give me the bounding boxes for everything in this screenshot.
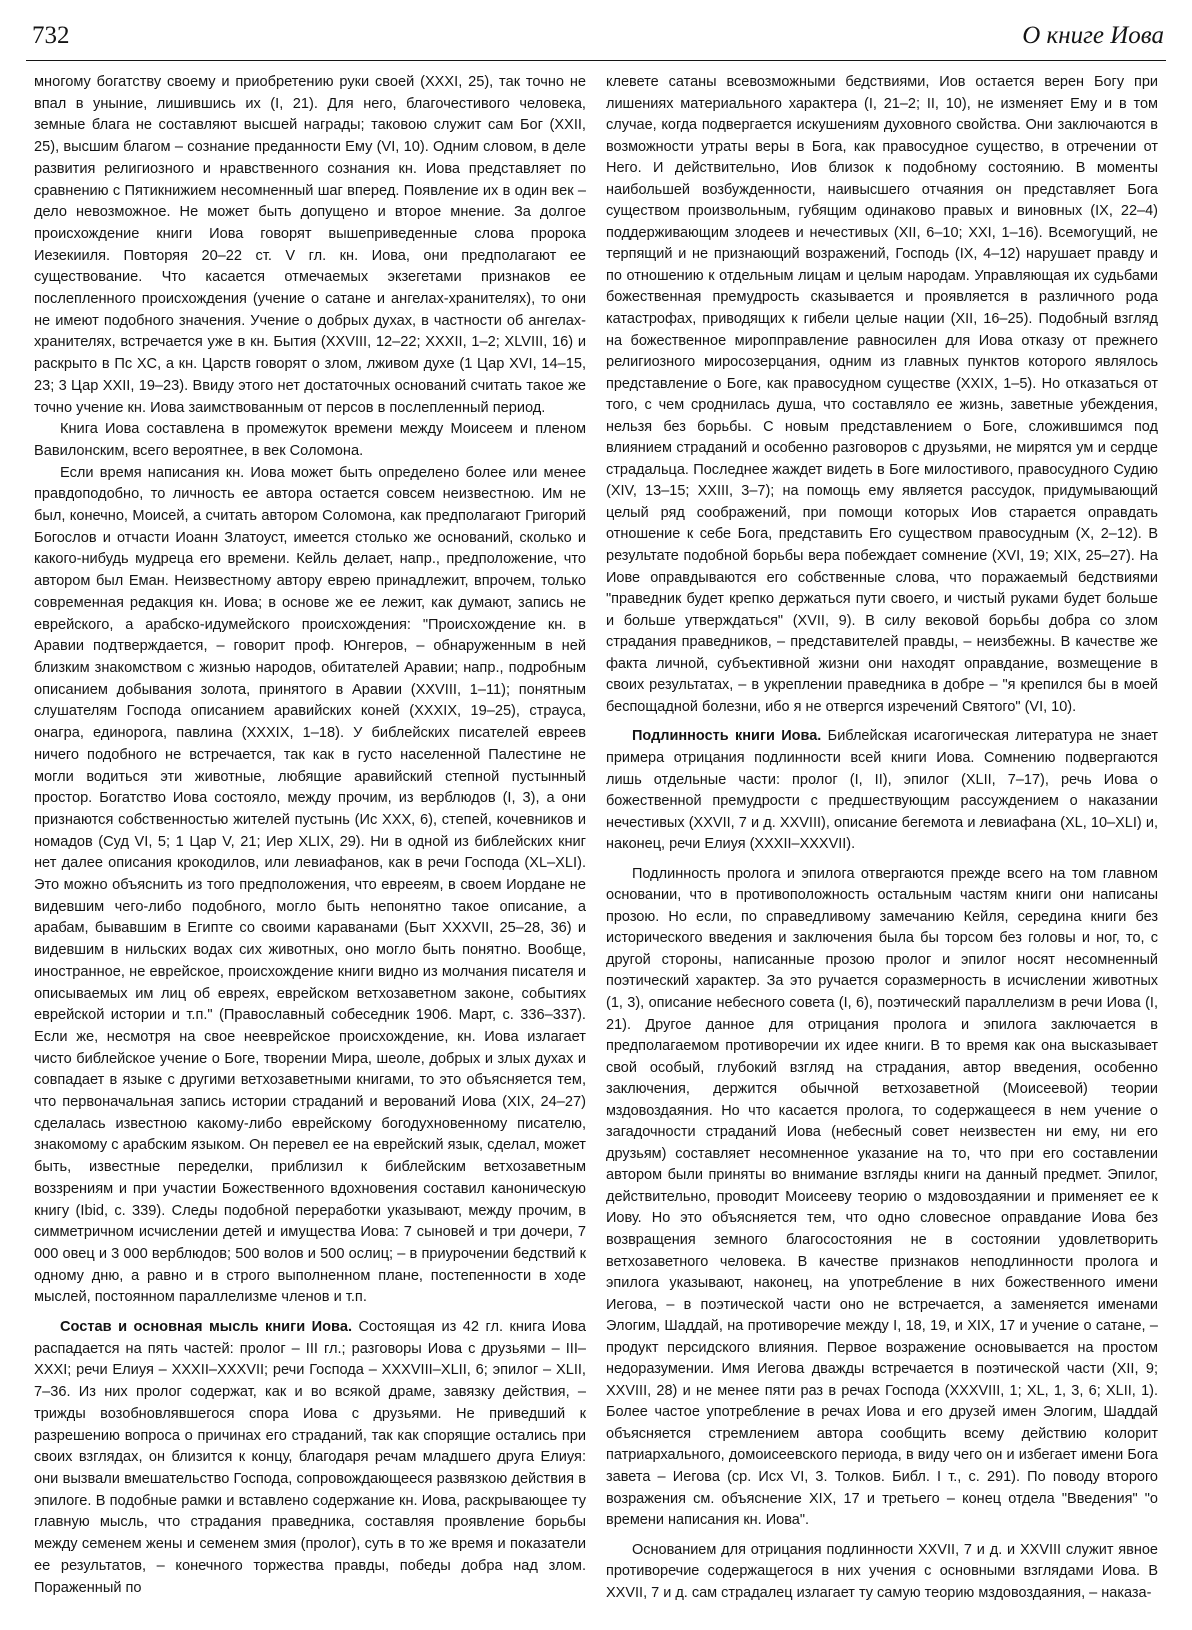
- page-header: [26, 14, 1166, 58]
- paragraph-text: Если время написания кн. Иова может быть определено более или менее правдоподобно, то личность ее автора остается совсем неизвестною. Им не был, конечно, Моисей, а считать автором Соломона, как предполагают Григорий Богослов и отчасти Иоанн Златоуст, имеется столько же оснований, сколько и какого-нибудь мудреца его времени. Кейль делает, напр., предположение, что автором был Еман. Неизвестному автору еврею принадлежит, впрочем, только современная редакция кн. Иова; в основе же ее лежит, как думают, запись не еврейского, а арабско-идумейского происхождения: "Происхождение кн. в Аравии подтверждается, – говорит проф. Юнгеров, – обнаруженным в ней близким знакомством с жизнью народов, обитателей Аравии; напр., подробным описанием добывания золота, принятого в Аравии (XXVIII, 1–11); понятным слушателям Господа описанием аравийских коней (XXXIX, 19–25), страуса, онагра, единорога, павлина (XXXIX, 1–18). У библейских писателей евреев ничего подобного не встречается, так как в густо населенной Палестине не могли водиться эти животные, любящие аравийский степной пустынный простор. Богатство Иова состояло, между прочим, из верблюдов (I, 3), а они признаются собственностью жителей пустынь (Ис XXX, 6), степей, кочевников и номадов (Суд VI, 5; 1 Цар V, 21; Иер XLIX, 29). Ни в одной из библейских книг нет далее описания крокодилов, или левиафанов, как в речи Господа (XL–XLI). Это можно объяснить из того предположения, что еврееям, в своем Иордане не видевшим чего-либо подобного, могло быть непонятно такое описание, а арабам, бывавшим в Египте со своими караванами (Быт XXXVII, 25–28, 36) и видевшим в нильских водах сих животных, оно могло быть понятно. Вообще, иностранное, не еврейское, происхождение книги видно из молчания писателя и описываемых им лиц об евреях, еврейском ветхозаветном законе, событиях еврейской истории и т.п." (Православный собеседник 1906. Март, с. 336–337). Если же, несмотря на свое нееврейское происхождение, кн. Иова излагает чисто библейское учение о Боге, творении Мира, шеоле, добрых и злых духах и совпадает в языке с другими ветхозаветными книгами, то это объясняется тем, что первоначальная запись истории страданий и верований Иова (XIX, 24–27) сделалась известною какому-либо еврейскому богодухновенному писателю, знакомому с арабским языком. Он перевел ее на еврейский язык, сделал, может быть, известные переделки, приблизил к библейским ветхозаветным воззрениям и при участии Божественного вдохновения составил каноническую книгу (Ibid, с. 339). Следы подобной переработки указывают, между прочим, в симметричном исчислении детей и имущества Иова: 7 сыновей и три дочери, 7 000 овец и 3 000 верблюдов; 500 волов и 500 ослиц; – в приурочении бедствий к одному дню, а равно и в строго выполненном плане, постепенности в ходе мыслей, постоянном параллелизме членов и т.п.: [34, 464, 586, 1306]
- paragraph-text: Состоящая из 42 гл. книга Иова распадается на пять частей: пролог – III гл.; разговоры Иова с друзьями – III–XXXI; речи Елиуя – XXXII–XXXVII; речи Господа – XXXVIII–XLII, 6; эпилог – XLII, 7–36. Из них пролог содержат, как и во всякой драме, завязку действия, – трижды возобновлявшегося спора Иова с друзьями. Не приведший к разрешению вопроса о причинах его страданий, так как спорящие остались при своих взглядах, он близится к концу, благодаря речам младшего друга Елиуя: они вызвали вмешательство Господа, сопровождающееся развязкою действия в эпилоге. В подобные рамки и вставлено содержание кн. Иова, раскрывающее ту главную мысль, что страдания праведника, составляя проявление борьбы между семенем жены и семенем змия (пролог), суть в то же время и показатели ее результатов, – конечного торжества правды, победы добра над злом. Пораженный по: [34, 1319, 586, 1596]
- paragraph: [606, 72, 1158, 718]
- paragraph-text: Библейская исагогическая литература не знает примера отрицания подлинности всей книги Иова. Сомнению подвергаются лишь отдельные части: пролог (I, II), эпилог (XLII, 7–17), речь Иова о божественной премудрости с предшествующим рассуждением о наказании нечестивых (XXVII, 7 и д. XXVIII), описание бегемота и левиафана (XL, 10–XLI) и, наконец, речи Елиуя (XXXII–XXXVII).: [606, 728, 1158, 853]
- right-column: [606, 72, 1158, 1620]
- left-column: [34, 72, 586, 1620]
- section-paragraph: [606, 726, 1158, 855]
- paragraph: [606, 864, 1158, 1532]
- section-heading: Подлинность книги Иова.: [632, 728, 822, 745]
- paragraph-text: Подлинность пролога и эпилога отвергаются прежде всего на том главном основании, что в противоположность остальным частям книги они написаны прозою. Но если, по справедливому замечанию Кейля, середина книги без исторического введения и заключения была бы торсом без головы и ног, то, с другой стороны, написанные прозою пролог и эпилог носят несомненный поэтический характер. За это ручается соразмерность в исчислении животных (1, 3), описание небесного совета (I, 6), поэтический параллелизм в речи Иова (I, 21). Другое данное для отрицания пролога и эпилога заключается в предполагаемом противоречии их идее книги. В то время как она высказывает свой особый, глубокий взгляд на страдания, автор введения, особенно заключения, держится обычной ветхозаветной (Моисеевой) теории мздовоздаяния. Но что касается пролога, то содержащееся в нем учение о загадочности страданий Иова (небесный совет неизвестен ни ему, ни его друзьям) составляет несомненное указание на то, что при его составлении автором были приняты во внимание взгляды книги на данный предмет. Эпилог, действительно, проводит Моисееву теорию о мздовоздаянии и применяет ее к Иову. Но это объясняется тем, что одно словесное оправдание Иова без возвращения земного благосостояния не в состоянии удовлетворить ветхозаветного человека. В качестве признаков неподлинности пролога и эпилога указывают, наконец, на употребление в них божественного имени Иегова, – в поэтической части оно не встречается, а заменяется именами Элогим, Шаддай, на противоречие между I, 18, 19, и XIX, 17 и учение о сатане, – продукт персидского влияния. Первое возражение основывается на простом недоразумении. Имя Иегова дважды встречается в поэтической части (XII, 9; XXVIII, 28) и не менее пяти раз в речах Господа (XXXVIII, 1; XL, 1, 3, 6; XLII, 1). Более частое употребление в речах Иова и его друзей имен Элогим, Шаддай объясняется стремлением автора сообщить всему действию колорит патриархального, домоисеевского периода, в виду чего он и избегает имени Бога завета – Иегова (ср. Исх VI, 3. Толков. Библ. I т., с. 291). По поводу второго возражения см. объяснение XIX, 17 и третьего – конец отдела "Введения" "о времени написания кн. Иова".: [606, 865, 1158, 1529]
- paragraph-text: Основанием для отрицания подлинности XXVII, 7 и д. и XXVIII служит явное противоречие содержащегося в них учения с основными взглядами Иова. В XXVII, 7 и д. сам страдалец излагает ту самую теорию мздовоздаяния, – наказа-: [606, 1541, 1158, 1601]
- paragraph: [34, 463, 586, 1309]
- page-number: 732: [32, 22, 70, 49]
- paragraph-text: многому богатству своему и приобретению руки своей (XXXI, 25), так точно не впал в уныние, лишившись их (I, 21). Для него, благочестивого человека, земные блага не составляют высшей награды; таковою служит сам Бог (XXII, 25), высшим благом – сознание преданности Ему (VI, 10). Одним словом, в деле развития религиозного и нравственного сознания кн. Иова представляет по сравнению с Пятикнижием несомненный шаг вперед. Появление их в один век – дело невозможное. Не может быть допущено и второе мнение. За долгое происхождение книги Иова говорят вышеприведенные слова пророка Иезекииля. Повторяя 20–22 ст. V гл. кн. Иова, они предполагают ее существование. Что касается отмечаемых экзегетами признаков ее послепленного происхождения (учение о сатане и ангелах-хранителях), то они не имеют подобного значения. Учение о добрых духах, в частности об ангелах-хранителях, встречается уже в кн. Бытия (XXVIII, 12–22; XXXII, 1–2; XLVIII, 16) и раскрыто в Пс XC, а кн. Царств говорят о злом, лживом духе (1 Цар XVI, 14–15, 23; 3 Цар XXII, 19–23). Ввиду этого нет достаточных оснований считать такое же точно учение кн. Иова заимствованным от персов в послепленный период.: [34, 74, 586, 416]
- section-paragraph: [34, 1317, 586, 1599]
- paragraph: [606, 1540, 1158, 1605]
- paragraph-text: клевете сатаны всевозможными бедствиями, Иов остается верен Богу при лишениях материального характера (I, 21–2; II, 10), не изменяет Ему и в том случае, когда подвергается искушениям духовного свойства. Они заключаются в возможности утраты веры в Бога, как правосудное существо, в отречении от Него. И действительно, Иов близок к подобному состоянию. В моменты наибольшей возбужденности, наивысшего отчаяния он представляет Бога существом произвольным, губящим одинаково правых и виновных (IX, 22–4) поддерживающим злодеев и нечестивых (XII, 6–10; XXI, 1–16). Всемогущий, не терпящий и не признающий возражений, Господь (IX, 4–12) нарушает правду и по отношению к отдельным лицам и целым народам. Управляющая их судьбами божественная премудрость сказывается и проявляется в различного рода катастрофах, приводящих к гибели целые нации (XII, 16–25). Подобный взгляд на божественное миропправление равносилен для Иова отказу от прежнего религиозного миросозерцания, одним из главных пунктов которого являлось представление о Боге, как правосудном существе (XXIX, 1–5). Но отказаться от того, с чем сроднилась душа, что составляло ее жизнь, заветные убеждения, нельзя без борьбы. С новым представлением о Боге, сложившимся под влиянием страданий и особенно разговоров с друзьями, не мирятся ум и сердце страдальца. Последнее жаждет видеть в Боге милостивого, правосудного Судию (XIV, 13–15; XXIII, 3–7); на помощь ему является рассудок, придумывающий целый ряд соображений, при помощи которых Иов старается оправдать отношение к себе Бога, представить Его существом правосудным (X, 2–12). В результате подобной борьбы вера побеждает сомнение (XVI, 19; XIX, 25–27). На Иове оправдываются его собственные слова, что поражаемый бедствиями "праведник будет крепко держаться пути своего, и чистый руками будет больше и больше утверждаться" (XVII, 9). В силу вековой борьбы добра со злом страдания праведников, – представителей правды, – неизбежны. В качестве же факта личной, субъективной жизни они находят оправдание, возмещение в своих результатах, – в укреплении праведника в добре – "я крепился бы в моей беспощадной болезни, ибо я не отвергся изречений Святого" (VI, 10).: [606, 74, 1158, 715]
- header-rule: [26, 60, 1166, 61]
- paragraph: [34, 419, 586, 462]
- running-title: О книге Иова: [1022, 22, 1164, 49]
- paragraph: [34, 72, 586, 419]
- section-heading: Состав и основная мысль книги Иова.: [60, 1319, 352, 1336]
- paragraph-text: Книга Иова составлена в промежуток времени между Моисеем и пленом Вавилонским, всего вероятнее, в век Соломона.: [34, 421, 586, 459]
